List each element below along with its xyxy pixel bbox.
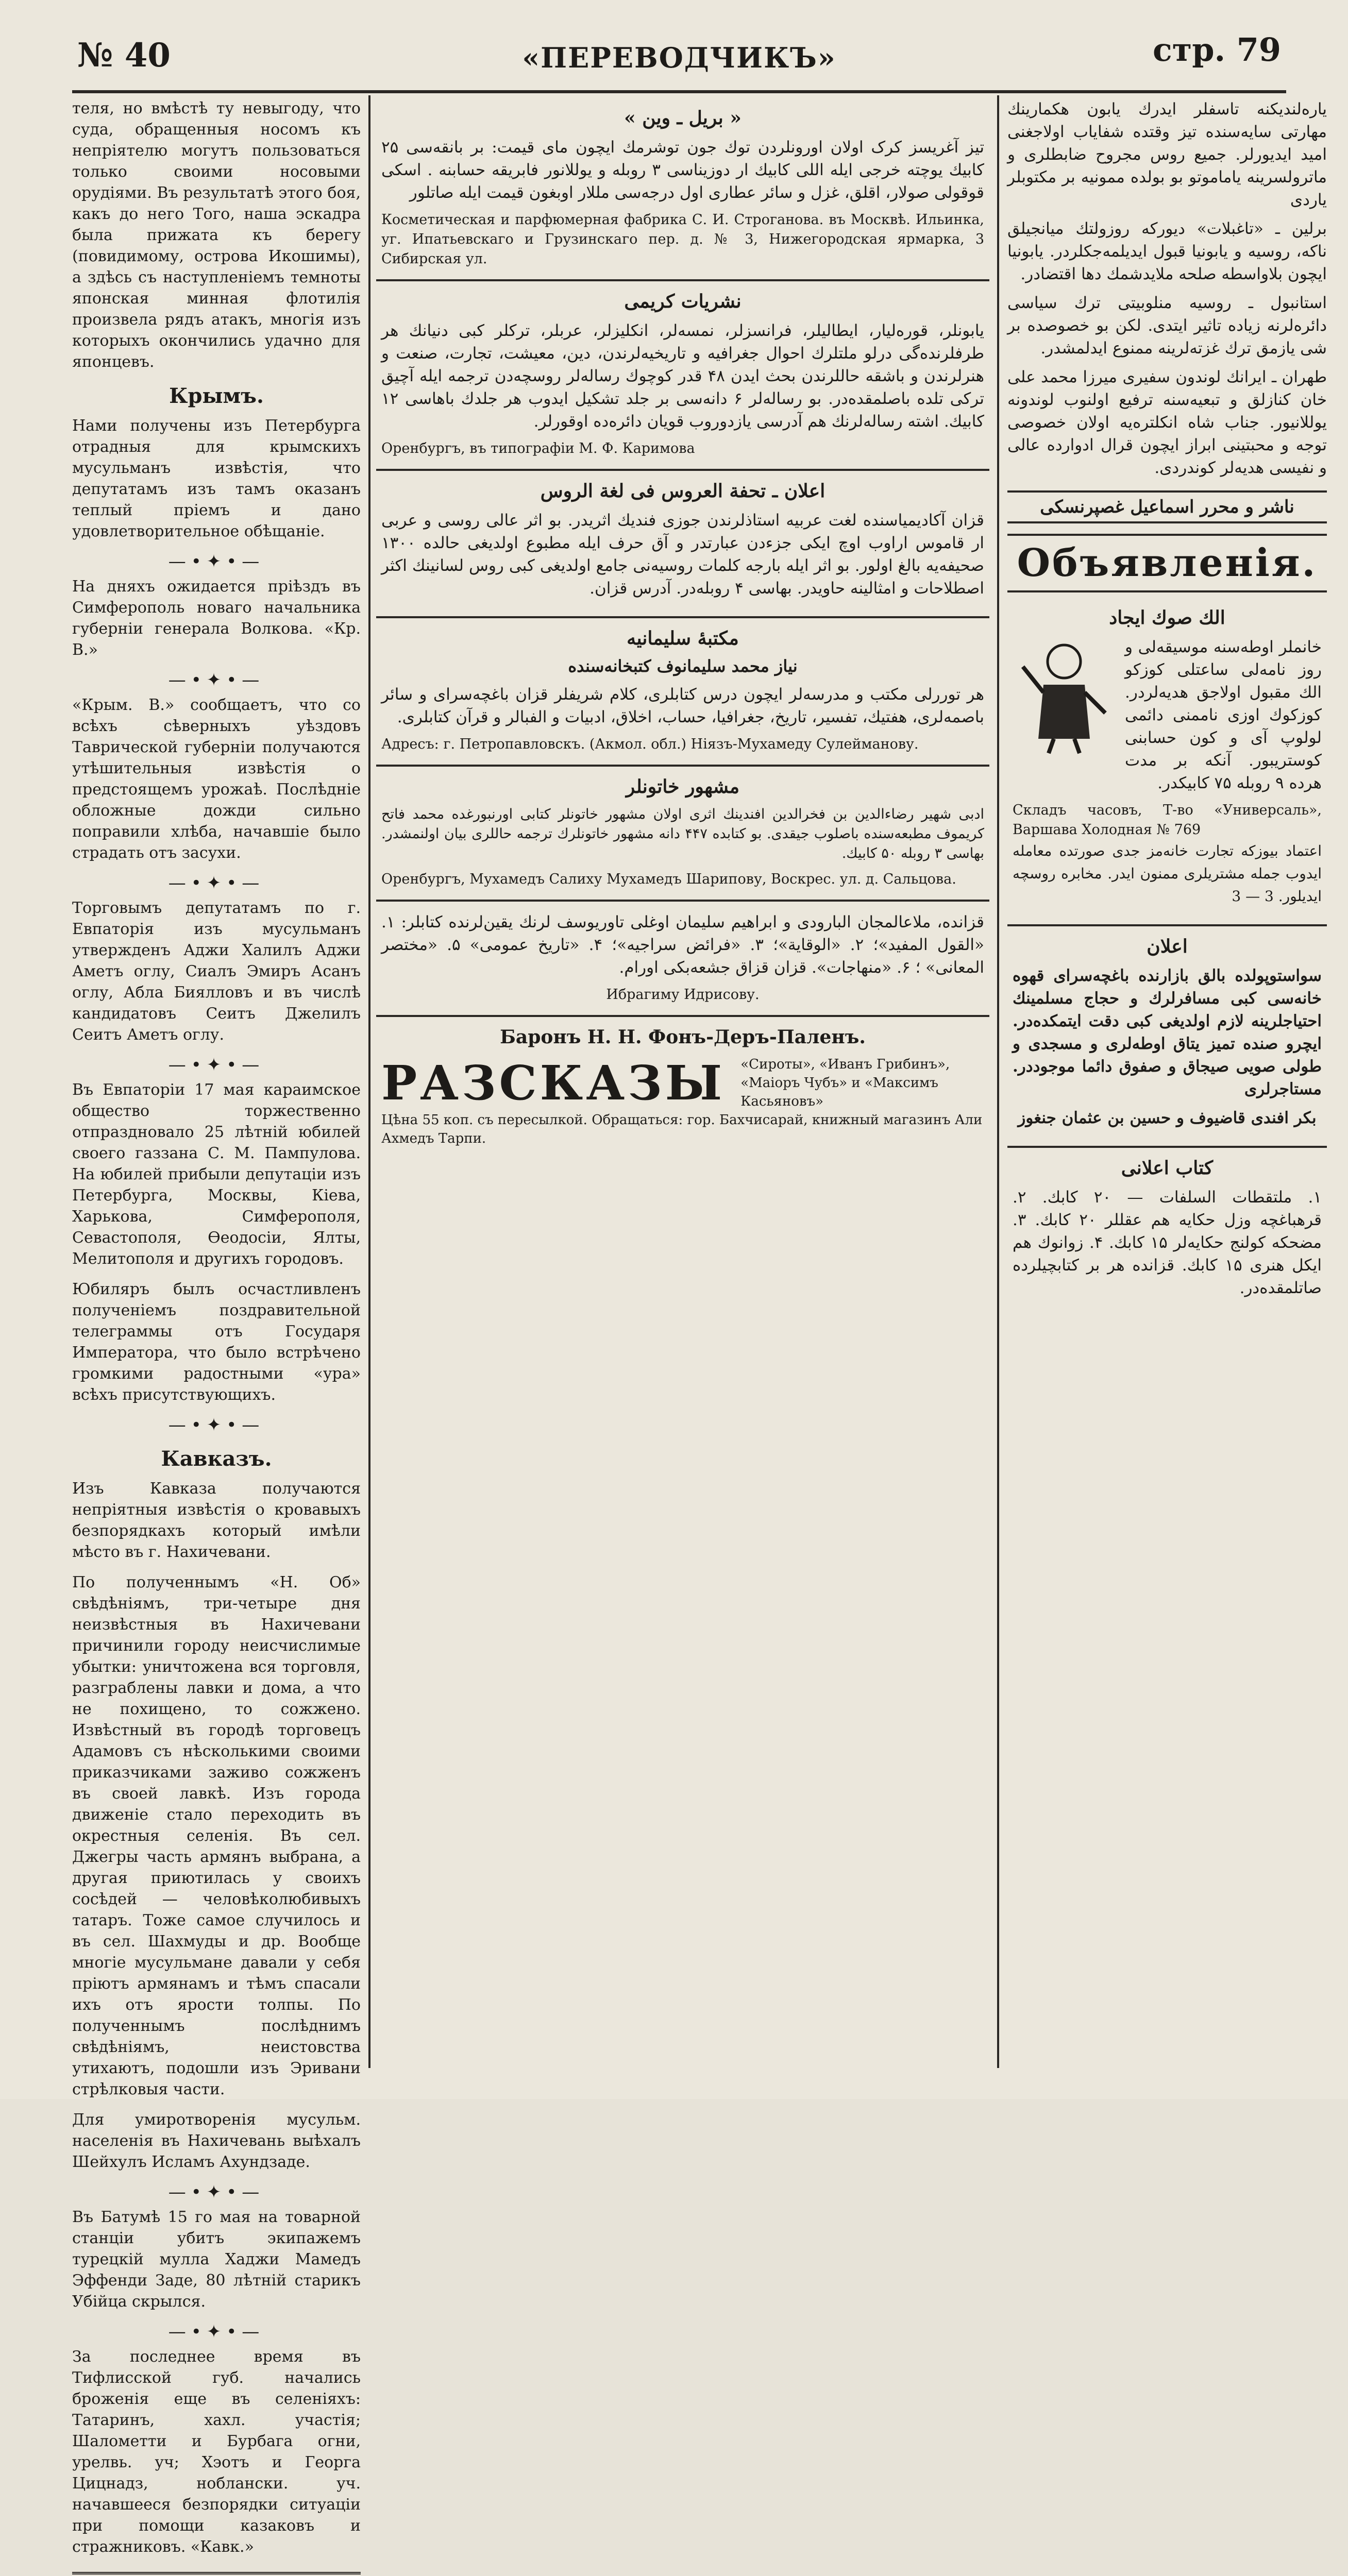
paper-title: «ПЕРЕВОДЧИКЪ»: [522, 41, 836, 74]
ad-text: تیز آغریسز کرک اولان اورونلردن توك جون توشرمك ایچون مای قیمت: بر بانقه‌سی ۲۵ کابیك یوچته خرجی ایله اللی کابیك ار دوزیناسی ۳ روبله و یوللانور فابریقه حسابنه . اسکی قوقولی صولار، اقلق، غزل و سائر عطاری اول درجه‌سی مللار اوبغون قیمت ایله صاتلور: [381, 138, 984, 202]
ad-price: Цѣна 55 коп. съ пересылкой. Обращаться: гор. Бахчисарай, книжный магазинъ Али Ахмедъ Тарпи.: [381, 1112, 983, 1146]
ad-text: قزانده، ملاعالمجان البارودی و ابراهیم سلیمان اوغلی تاوریوسف لرنك یقین‌لرنده کتابلر: ۱. «القول المفید»؛ ۲. «الوقایة»؛ ۳. «فرائض سراجیه»؛ ۴. «تاریخ عمومی» ۵. «مختصر المعانی» ؛ ۶. «منهاجات». قزان قزاق جشعه‌بکی اورام.: [381, 913, 984, 977]
ad-text: یابونلر، قوره‌لیار، ایطالیلر، فرانسزلر، نمسه‌لر، انکلیزلر، عربلر، ترکلر کبی دنیانك هر طرفلرنده‌گی درلو ملتلرك احوال جغرافیه و تاریخیه‌لرندن، دین، معیشت، تجارت، صنعت و هنرلرندن و باشقه حاللرندن بحث ایدن ۴۸ قدر کوچوك رساله‌لر روسچه‌دن ترجمه ایله آچیق ترکی تلده باصلمقده‌در. بو رساله‌لر ۶ دانه‌سی بر جلد تشکیل ایدوب هر جلدك باهاسی ۱۲ کابیك. اشته رساله‌لرنك هم آدرسی یازدوروب قویان دائره‌ده اوقورلر.: [381, 321, 984, 431]
page-header: [77, 31, 1281, 88]
ad-music-clock: [1007, 598, 1327, 926]
column-divider: [997, 95, 999, 2068]
news-paragraph: استانبول ـ روسیه منلوبیتی ترك سیاسی دائره‌لرنه زیاده تاثیر ایتدی. لکن بو خصوصده بر شی یازمق ترك غزته‌لرینه ممنوع ایدلمشدر.: [1007, 294, 1327, 358]
ornament-divider: —•✦•—: [168, 1055, 265, 1075]
ad-signature: بکر افندی قاضیوف و حسین بن عثمان جنغوز: [1018, 1109, 1317, 1127]
ad-text: قزان آکادیمیاسنده لغت عربیه استاذلرندن جوزی فندیك اثریدر. بو اثر عالی روسی و عربی ار قاموس اراوب اوچ ایکی جزءدن عبارتدر و آق حرف ایله مطبوع اولدیغی حالده ۱۳۰۰ صحیفه‌یه بالغ اولور. بو اثر ایله بارجه کلمات روسیه‌نی جامع اولدیغی کبی روس لسانینك اکثر اصطلاحات و امثالینه حاویدر. بهاسی ۴ روبله‌در. آدرس قزان.: [381, 511, 984, 598]
ornament-divider: —•✦•—: [168, 670, 265, 690]
ad-subheading: نیاز محمد سلیمانوف کتبخانه‌سنده: [568, 656, 798, 676]
editor-line: [72, 2572, 361, 2576]
ad-razskazy-row: [381, 1055, 984, 1111]
ad-address: Косметическая и парфюмерная фабрика С. И. Строганова. въ Москвѣ. Ильинка, уг. Ипатьевскаго и Грузинскаго пер. д. № 3, Нижегородская ярмарка, 3 Сибирская ул.: [381, 212, 984, 267]
ad-text: سواستوپولده بالق بازارنده باغچه‌سرای قهوه خانه‌سی کبی مسافرلرك و حجاج مسلمینك احتیاجلرینه لازم اولدیغی کبی دقت ایتمکده‌در. ایچرو صنده تمیز یتاق اوطه‌لری و مسجدی و طولی صویی صیجاق و صفوق دائما موجوددر. مستاجرلری: [1013, 967, 1322, 1098]
article-paragraph: На дняхъ ожидается пріѣздъ въ Симферополь новаго начальника губерніи генерала Волкова. «Кр. В.»: [72, 578, 361, 659]
ad-address: Адресъ: г. Петропавловскъ. (Акмол. обл.) Ніязъ-Мухамеду Сулейманову.: [381, 736, 919, 752]
ad-big-title: РАЗСКАЗЫ: [381, 1055, 726, 1111]
ad-heading: اعلان: [1147, 936, 1188, 957]
article-paragraph: Нами получены изъ Петербурга отрадныя для крымскихъ мусульманъ извѣстія, что депутатамъ изъ тамъ оказанъ теплый пріемъ и дано удовлетворительное обѣщаніе.: [72, 417, 361, 540]
ad-heading: اعلان ـ تحفة العروس فی لغة الروس: [540, 480, 825, 502]
ad-address: Ибрагиму Идрисову.: [606, 987, 760, 1003]
ad-address: Оренбургъ, въ типографіи М. Ф. Каримова: [381, 440, 695, 456]
publisher-line: ناشر و محرر اسماعیل غصپرنسکی: [1007, 490, 1327, 523]
article-paragraph: Для умиротворенія мусульм. населенія въ Нахичевань выѣхалъ Шейхулъ Исламъ Ахундзаде.: [72, 2111, 361, 2171]
ad-heading: Баронъ Н. Н. Фонъ-Деръ-Паленъ.: [500, 1026, 866, 1048]
article-paragraph: Юбиляръ былъ осчастливленъ полученіемъ поздравительной телеграммы отъ Государя Императора, что было встрѣчено громкими радостными «ура» всѣхъ присутствующихъ.: [72, 1280, 361, 1404]
ornament-divider: —•✦•—: [168, 551, 265, 572]
right-column: [1007, 98, 1327, 2058]
article-paragraph: теля, но вмѣстѣ ту невыгоду, что суда, обращенныя носомъ къ непріятелю могутъ пользоваться только своими носовыми орудіями. Въ результатѣ этого боя, какъ до него Того, наша эскадра была прижата къ берегу (повидимому, острова Икошимы), а здѣсь съ наступленіемъ темноты японская минная флотилія произвела рядъ атакъ, многія изъ которыхъ окончились удачно для японцевъ.: [72, 99, 361, 371]
article-paragraph: Въ Батумѣ 15 го мая на товарной станціи убитъ экипажемъ турецкій мулла Хаджи Мамедъ Эффенди Заде, 80 лѣтній старикъ Убійца скрылся.: [72, 2208, 361, 2311]
ad-heading: الك صوك ایجاد: [1109, 607, 1225, 629]
ad-heading: مکتبهٔ سلیمانیه: [627, 628, 739, 649]
ad-titles-list: «Сироты», «Иванъ Грибинъ», «Маіоръ Чубъ» и «Максимъ Касьяновъ»: [740, 1057, 950, 1109]
ad-heading: کتاب اعلانی: [1121, 1157, 1214, 1179]
column-divider: [368, 95, 370, 2068]
left-column: [72, 98, 361, 2556]
news-paragraph: طهران ـ ایرانك لوندون سفیری میرزا محمد علی خان کنازلق و تبعیه‌سنه ترفیع اولنوب لوندونه یوللانیور. جناب شاه انکلتره‌یه اولان خصوصی توجه و محبتینی ابراز ایچون قرال ادوارده عالی و نفیسی هدیه‌لر کوندردی.: [1007, 368, 1327, 477]
ad-note: اعتماد بیوزکه تجارت خانه‌مز جدی صورتده معامله ایدوب جمله مشتریلری ممنون ایدر. مخابره روسچه ایدیلور. 3 — 3: [1013, 842, 1322, 905]
article-paragraph: Изъ Кавказа получаются непріятныя извѣстія о кровавыхъ безпорядкахъ который имѣли мѣсто въ г. Нахичевани.: [72, 1480, 361, 1561]
ornament-divider: —•✦•—: [168, 1415, 265, 1435]
figure-illustration-icon: [1013, 636, 1116, 754]
ad-address: Складъ часовъ, Т-во «Универсаль», Варшава Холодная № 769: [1013, 802, 1322, 838]
middle-column: [376, 98, 989, 2058]
article-paragraph: За последнее время въ Тифлисской губ. начались броженія еще въ селеніяхъ: Татаринъ, хахл. участія; Шалометти и Бурбага огни, урелвь. уч; Хэотъ и Георга Цицнадз, ноблански. уч. начавшееся безпорядки ситуаціи при помощи казаковъ и стражниковъ. «Кавк.»: [72, 2348, 361, 2556]
section-title-caucasus: Кавказъ.: [161, 1447, 272, 1471]
ad-text: ادبی شهیر رضاءالدین بن فخرالدین افندینك اثری اولان مشهور خاتونلر کتابی اورنبورغده محمد فاتح کریموف مطبعه‌سنده باصلوب جیقدی. بو کتابده ۴۴۷ دانه مشهور خاتونلرك ترجمه حاللری بیان اولنمشدر. بهاسی ۳ روبله ۵۰ کابیك.: [381, 806, 984, 861]
ad-books-list: [1007, 1148, 1327, 1316]
ad-perfume: [376, 98, 989, 281]
ornament-divider: —•✦•—: [168, 873, 265, 893]
article-paragraph: Въ Евпаторіи 17 мая караимское общество торжественно отпраздновало 25 лѣтній юбилей своего газзана С. М. Пампулова. На юбилей прибыли депутаціи изъ Петербурга, Москвы, Кіева, Харькова, Симферополя, Севастополя, Ѳеодосіи, Ялты, Мелитополя и другихъ городовъ.: [72, 1081, 361, 1268]
news-paragraph: یاره‌لندیکنه تاسفلر ایدرك یابون هکمارینك مهارتی سایه‌سنده تیز وقتده شفایاب اولاجغنی امید ایدیورلر. جمیع روس مجروح ضابطلری و ماترولسرینه یاماموتو بو بولده ممونیه بر مکتوبلر یاردی: [1007, 100, 1327, 209]
ad-heading: مشهور خاتونلر: [626, 776, 740, 798]
ad-coffeehouse: [1007, 926, 1327, 1148]
issue-number: № 40: [77, 36, 171, 75]
article-paragraph: По полученнымъ «Н. Об» свѣдѣніямъ, три-четыре дня неизвѣстныя въ Нахичевани причинили городу неисчислимые убытки: уничтожена вся торговля, разграблены лавки и дома, а что не похищено, то сожжено. Извѣстный въ городѣ торговецъ Адамовъ съ нѣсколькими своими приказчиками заживо сожженъ въ своей лавкѣ. Изъ города движеніе стало переходить въ окрестныя селенія. Въ сел. Джегры часть армянъ выбрана, а другая приютилась у своихъ сосѣдей — человѣколюбивыхъ татаръ. Тоже самое случилось и въ сел. Шахмуды и др. Вообще многіе мусульмане давали у себя пріютъ армянамъ и тѣмъ спасали ихъ отъ ярости толпы. По полученнымъ послѣднимъ свѣдѣніямъ, неистовства утихаютъ, подошли изъ Эривани стрѣлковыя части.: [72, 1573, 361, 2098]
ad-famous-women: [376, 767, 989, 902]
ad-razskazy: [376, 1017, 989, 1158]
header-rule: [72, 90, 1286, 93]
article-paragraph: «Крым. В.» сообщаетъ, что со всѣхъ сѣверныхъ уѣздовъ Таврической губерніи получаются утѣшительныя извѣстія о предстоящемъ урожаѣ. Послѣдніе обложные дожди сильно поправили хлѣба, начавшіе было страдать отъ засухи.: [72, 696, 361, 862]
ornament-divider: —•✦•—: [168, 2321, 265, 2342]
ad-library: [376, 618, 989, 767]
ad-heading: « بریل ـ وین »: [624, 107, 742, 129]
ad-dictionary: [376, 471, 989, 618]
ad-text: خانملر اوطه‌سنه موسیقه‌لی و روز نامه‌لی ساعتلی کوزکو الك مقبول اولاجق هدیه‌لردر. کوزکوك اوزی ناممنی دائمی لولوپ آی و کون حسابنی کوستریبور. آنکه بر مدت هرده ۹ روبله ۷۵ کابیکدر.: [1125, 638, 1322, 792]
news-paragraph: برلین ـ «تاغبلات» دیورکه روزولتك میانجیلق ناکه، روسیه و یابونیا قبول ایدیلمه‌جکلردر. یابونیا ایچون بلاواسطه صلحه ملایدشمك دها اقتضادر.: [1007, 219, 1327, 283]
article-paragraph: Торговымъ депутатамъ по г. Евпаторія изъ мусульманъ утвержденъ Аджи Халилъ Аджи Аметъ оглу, Сиалъ Эмиръ Асанъ оглу, Абла Биялловъ и въ числѣ кандидатовъ Сеитъ Джелилъ Сеитъ Аметъ оглу.: [72, 899, 361, 1044]
ad-text: ۱. ملتقطات السلفات — ۲۰ کابك. ۲. قرهباغچه وزل حکایه هم عقللر ۲۰ کابك. ۳. مضحکه کولنج حکایه‌لر ۱۵ کابك. ۴. زوانوك هم ایکل هنری ۱۵ کابك. قزانده هر بر کتابچیلرده صاتلمقده‌در.: [1013, 1188, 1322, 1297]
announcements-title: Объявленія.: [1007, 534, 1327, 592]
ornament-divider: —•✦•—: [168, 2182, 265, 2202]
ad-text: هر توررلی مکتب و مدرسه‌لر ایچون درس کتابلری، کلام شریفلر قزان باغچه‌سرای و سائر باصمه‌لری، هفتیك، تفسیر، تاریخ، جغرافیا، حساب، اخلاق، ادبیات و الفبالر و قرآن کتابلری.: [381, 685, 984, 726]
ad-address: Оренбургъ, Мухамедъ Салиху Мухамедъ Шарипову, Воскрес. ул. д. Сальцова.: [381, 871, 956, 887]
page-number: стр. 79: [1153, 31, 1281, 69]
ad-karimi: [376, 281, 989, 471]
ad-heading: نشریات کریمی: [624, 291, 742, 312]
ad-books-kazan: [376, 902, 989, 1017]
section-title-crimea: Крымъ.: [169, 384, 264, 408]
